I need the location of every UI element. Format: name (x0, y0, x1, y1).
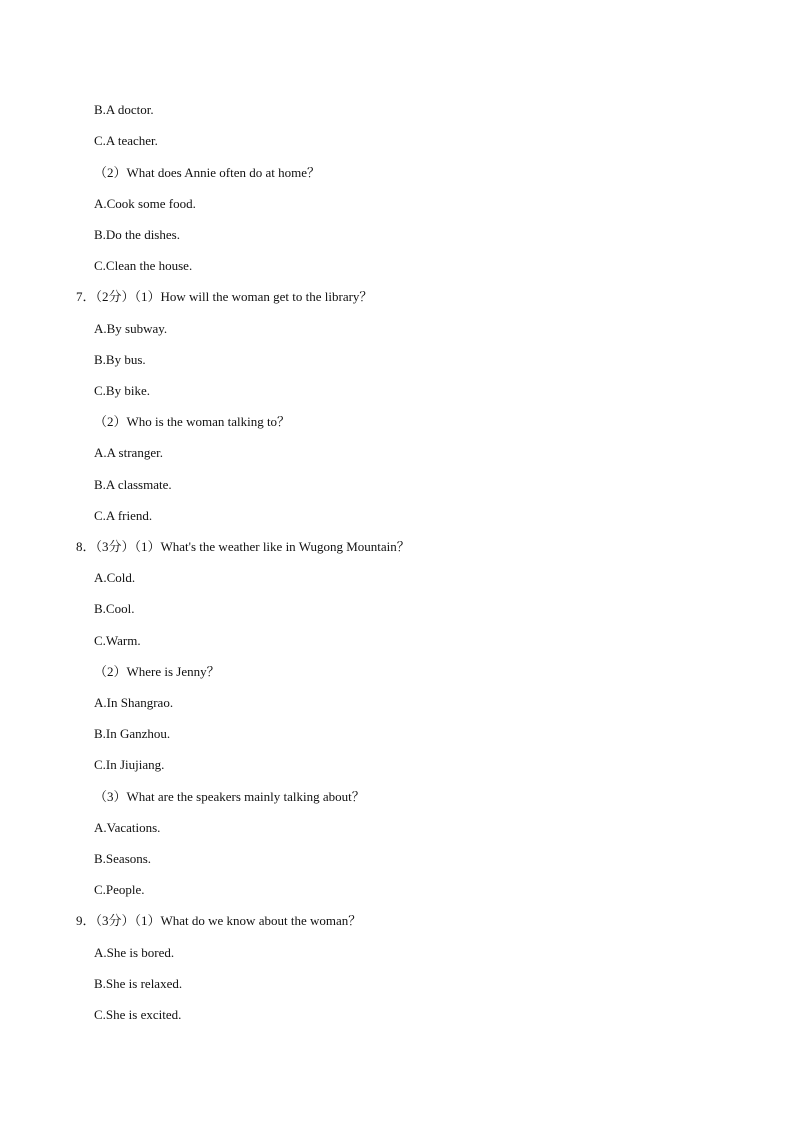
option-c: C.A friend. (94, 508, 153, 523)
option-c: C.By bike. (94, 383, 150, 398)
option-c: C.People. (94, 882, 145, 897)
question-7: 7．（2分）（1）How will the woman get to the library？ (76, 289, 373, 304)
option-b: B.Cool. (94, 601, 135, 616)
option-a: A.Vacations. (94, 820, 161, 835)
question-9: 9．（3分）（1）What do we know about the woman？ (76, 913, 362, 928)
option-b: B.She is relaxed. (94, 976, 183, 991)
option-c: C.Clean the house. (94, 258, 193, 273)
sub-question-2: （2）Who is the woman talking to？ (94, 414, 291, 429)
option-b: B.A classmate. (94, 477, 172, 492)
sub-question-3: （3）What are the speakers mainly talking about？ (94, 789, 365, 804)
option-c: C.In Jiujiang. (94, 757, 165, 772)
option-a: A.She is bored. (94, 945, 175, 960)
option-a: A.By subway. (94, 321, 168, 336)
option-c: C.She is excited. (94, 1007, 182, 1022)
question-8: 8．（3分）（1）What's the weather like in Wugong Mountain？ (76, 539, 410, 554)
option-c-teacher: C.A teacher. (94, 133, 158, 148)
option-a: A.Cold. (94, 570, 136, 585)
option-b: B.In Ganzhou. (94, 726, 171, 741)
option-b: B.Do the dishes. (94, 227, 180, 242)
option-a: A.In Shangrao. (94, 695, 174, 710)
option-b: B.By bus. (94, 352, 146, 367)
option-b-doctor: B.A doctor. (94, 102, 154, 117)
sub-question-2: （2）What does Annie often do at home？ (94, 165, 321, 180)
sub-question-2: （2）Where is Jenny？ (94, 664, 220, 679)
option-b: B.Seasons. (94, 851, 152, 866)
option-a: A.Cook some food. (94, 196, 196, 211)
option-c: C.Warm. (94, 633, 141, 648)
option-a: A.A stranger. (94, 445, 163, 460)
